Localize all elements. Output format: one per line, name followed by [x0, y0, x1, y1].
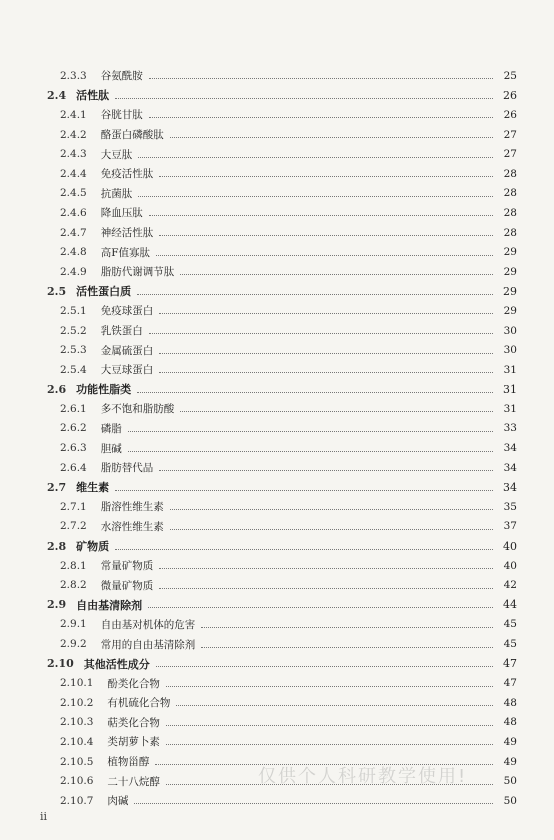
- toc-entry-page: 50: [503, 794, 517, 807]
- toc-entry-number: 2.4.1: [60, 108, 87, 121]
- toc-entry-title: 谷氨酰胺: [100, 70, 143, 83]
- toc-entry[interactable]: [0, 242, 554, 262]
- toc-entry-page: 28: [503, 167, 517, 180]
- toc-entry-page: 48: [503, 716, 517, 729]
- toc-entry-number: 2.10.1: [60, 677, 94, 690]
- dot-leader: [159, 353, 493, 354]
- toc-entry-title: 自由基清除剂: [76, 598, 143, 612]
- toc-entry-title: 类胡萝卜素: [107, 736, 160, 749]
- dot-leader: [137, 294, 493, 295]
- dot-leader: [159, 235, 493, 236]
- dot-leader: [159, 588, 493, 589]
- toc-entry[interactable]: [0, 673, 554, 693]
- toc-entry-number: 2.10.7: [60, 794, 94, 807]
- toc-entry-page: 29: [503, 246, 517, 259]
- toc-entry[interactable]: [0, 713, 554, 733]
- dot-leader: [170, 137, 493, 138]
- toc-entry-page: 29: [503, 284, 517, 298]
- toc-entry-title: 抗菌肽: [100, 187, 133, 200]
- dot-leader: [159, 568, 493, 569]
- dot-leader: [115, 98, 493, 99]
- page-number: ii: [40, 810, 48, 823]
- toc-entry[interactable]: [0, 634, 554, 654]
- toc-entry-number: 2.7.1: [60, 500, 87, 513]
- toc-entry-title: 自由基对机体的危害: [100, 618, 196, 631]
- toc-entry-number: 2.5: [47, 284, 67, 298]
- toc-entry-page: 45: [503, 618, 517, 631]
- toc-entry-page: 49: [503, 735, 517, 748]
- toc-entry-title: 脂肪替代品: [100, 462, 154, 475]
- toc-entry-number: 2.7: [47, 480, 67, 494]
- toc-entry-title: 水溶性维生素: [100, 520, 164, 533]
- toc-entry-title: 多不饱和脂肪酸: [100, 403, 175, 416]
- toc-entry[interactable]: [0, 477, 554, 497]
- toc-entry-number: 2.6.1: [60, 402, 87, 415]
- toc-entry-title: 脂肪代谢调节肽: [100, 266, 175, 279]
- toc-entry-number: 2.8.2: [60, 579, 87, 592]
- toc-entry-title: 植物甾醇: [107, 756, 150, 769]
- dot-leader: [166, 744, 493, 745]
- toc-entry-number: 2.10.6: [60, 775, 94, 788]
- toc-entry-title: 酚类化合物: [107, 677, 160, 690]
- toc-entry-number: 2.4.7: [60, 226, 87, 239]
- toc-entry-title: 大豆肽: [100, 148, 133, 161]
- toc-entry-number: 2.8: [47, 539, 67, 553]
- toc-entry-number: 2.5.2: [60, 324, 87, 337]
- toc-entry-page: 31: [503, 382, 517, 396]
- toc-entry[interactable]: [0, 340, 554, 360]
- toc-entry[interactable]: [0, 262, 554, 282]
- toc-entry-title: 有机硫化合物: [107, 697, 171, 710]
- toc-entry-number: 2.5.4: [60, 363, 87, 376]
- toc-entry[interactable]: [0, 517, 554, 537]
- toc-entry-number: 2.10.2: [60, 696, 94, 709]
- dot-leader: [166, 686, 493, 687]
- dot-leader: [128, 451, 493, 452]
- dot-leader: [166, 725, 493, 726]
- toc-entry-page: 47: [503, 677, 517, 690]
- toc-entry-title: 活性蛋白质: [76, 285, 132, 299]
- toc-entry[interactable]: [0, 458, 554, 478]
- toc-entry-number: 2.5.1: [60, 304, 87, 317]
- toc-entry[interactable]: [0, 791, 554, 811]
- toc-entry-title: 脂溶性维生素: [100, 501, 164, 514]
- toc-entry-title: 其他活性成分: [83, 657, 150, 671]
- table-of-contents: [0, 66, 554, 811]
- dot-leader: [180, 274, 493, 275]
- toc-entry[interactable]: [0, 203, 554, 223]
- toc-entry-number: 2.4: [47, 88, 67, 102]
- toc-entry-page: 28: [503, 206, 517, 219]
- toc-entry-page: 28: [503, 187, 517, 200]
- toc-entry-title: 维生素: [76, 481, 110, 495]
- dot-leader: [128, 431, 493, 432]
- toc-entry-title: 免疫活性肽: [100, 168, 154, 181]
- toc-entry-number: 2.10.3: [60, 716, 94, 729]
- toc-entry-page: 35: [503, 500, 517, 513]
- toc-entry-title: 功能性脂类: [76, 383, 132, 397]
- toc-entry[interactable]: [0, 360, 554, 380]
- dot-leader: [159, 176, 493, 177]
- dot-leader: [148, 607, 493, 608]
- dot-leader: [149, 78, 493, 79]
- toc-entry-number: 2.10.5: [60, 755, 94, 768]
- toc-entry[interactable]: [0, 184, 554, 204]
- toc-entry-title: 萜类化合物: [107, 716, 160, 729]
- toc-entry[interactable]: [0, 380, 554, 400]
- dot-leader: [149, 215, 493, 216]
- toc-entry-title: 活性肽: [76, 89, 110, 103]
- toc-entry-page: 30: [503, 344, 517, 357]
- dot-leader: [115, 490, 493, 491]
- toc-entry-page: 50: [503, 775, 517, 788]
- toc-entry-page: 47: [503, 657, 517, 671]
- toc-entry-number: 2.9.2: [60, 638, 87, 651]
- toc-entry-title: 乳铁蛋白: [100, 325, 143, 338]
- toc-entry[interactable]: [0, 301, 554, 321]
- dot-leader: [137, 392, 493, 393]
- toc-entry[interactable]: [0, 654, 554, 674]
- toc-entry-title: 常量矿物质: [100, 560, 154, 573]
- toc-entry[interactable]: [0, 321, 554, 341]
- toc-entry[interactable]: [0, 556, 554, 576]
- toc-entry-page: 45: [503, 638, 517, 651]
- dot-leader: [159, 372, 493, 373]
- toc-entry-page: 48: [503, 696, 517, 709]
- toc-entry-title: 肉碱: [107, 795, 129, 808]
- toc-entry[interactable]: [0, 536, 554, 556]
- toc-entry-page: 40: [503, 539, 517, 553]
- toc-entry-page: 34: [503, 480, 517, 494]
- toc-entry[interactable]: [0, 144, 554, 164]
- toc-entry[interactable]: [0, 164, 554, 184]
- toc-entry-title: 酪蛋白磷酸肽: [100, 129, 164, 142]
- toc-entry[interactable]: [0, 125, 554, 145]
- toc-entry-number: 2.7.2: [60, 520, 87, 533]
- toc-entry[interactable]: [0, 732, 554, 752]
- toc-entry-title: 谷胱甘肽: [100, 109, 143, 122]
- toc-entry[interactable]: [0, 497, 554, 517]
- toc-entry-page: 31: [503, 363, 517, 376]
- watermark: 仅供个人科研教学使用!: [258, 766, 468, 787]
- toc-entry-number: 2.4.8: [60, 246, 87, 259]
- toc-entry-page: 40: [503, 559, 517, 572]
- toc-entry[interactable]: [0, 693, 554, 713]
- toc-entry[interactable]: [0, 66, 554, 86]
- dot-leader: [180, 411, 493, 412]
- toc-entry-page: 25: [503, 69, 517, 82]
- dot-leader: [149, 333, 493, 334]
- toc-entry-number: 2.8.1: [60, 559, 87, 572]
- toc-entry-number: 2.9: [47, 598, 67, 612]
- dot-leader: [170, 529, 493, 530]
- toc-entry-title: 磷脂: [100, 422, 122, 435]
- toc-entry-number: 2.6.2: [60, 422, 87, 435]
- toc-entry-page: 34: [503, 461, 517, 474]
- dot-leader: [156, 666, 493, 667]
- toc-entry-number: 2.4.6: [60, 206, 87, 219]
- toc-entry-number: 2.10.4: [60, 735, 94, 748]
- dot-leader: [115, 549, 493, 550]
- toc-entry-number: 2.4.2: [60, 128, 87, 141]
- toc-entry-number: 2.3.3: [60, 69, 87, 82]
- toc-entry-number: 2.9.1: [60, 618, 87, 631]
- toc-entry[interactable]: [0, 438, 554, 458]
- toc-entry[interactable]: [0, 399, 554, 419]
- dot-leader: [201, 647, 493, 648]
- toc-entry-title: 降血压肽: [100, 207, 143, 220]
- dot-leader: [176, 705, 493, 706]
- toc-entry-title: 胆碱: [100, 442, 122, 455]
- dot-leader: [159, 470, 493, 471]
- toc-entry[interactable]: [0, 615, 554, 635]
- toc-entry-page: 26: [503, 88, 517, 102]
- toc-entry[interactable]: [0, 105, 554, 125]
- toc-entry-title: 微量矿物质: [100, 579, 154, 592]
- toc-entry-page: 27: [503, 128, 517, 141]
- dot-leader: [138, 196, 493, 197]
- toc-entry-title: 免疫球蛋白: [100, 305, 154, 318]
- toc-entry[interactable]: [0, 282, 554, 302]
- toc-entry-page: 37: [503, 520, 517, 533]
- toc-entry-title: 金属硫蛋白: [100, 344, 154, 357]
- toc-entry-page: 31: [503, 402, 517, 415]
- toc-entry-page: 27: [503, 148, 517, 161]
- dot-leader: [156, 255, 493, 256]
- toc-entry-title: 神经活性肽: [100, 227, 154, 240]
- toc-entry-page: 49: [503, 755, 517, 768]
- toc-entry-page: 44: [503, 598, 517, 612]
- toc-entry-page: 42: [503, 579, 517, 592]
- toc-entry-title: 大豆球蛋白: [100, 364, 154, 377]
- toc-entry-page: 29: [503, 304, 517, 317]
- toc-entry-page: 33: [503, 422, 517, 435]
- dot-leader: [201, 627, 493, 628]
- dot-leader: [170, 509, 493, 510]
- dot-leader: [149, 117, 493, 118]
- toc-entry-number: 2.5.3: [60, 344, 87, 357]
- toc-entry[interactable]: [0, 223, 554, 243]
- toc-entry-title: 二十八烷醇: [107, 775, 160, 788]
- toc-entry-number: 2.6.3: [60, 442, 87, 455]
- toc-entry-number: 2.4.3: [60, 148, 87, 161]
- toc-entry-number: 2.6.4: [60, 461, 87, 474]
- toc-entry[interactable]: [0, 86, 554, 106]
- toc-entry[interactable]: [0, 419, 554, 439]
- toc-entry-number: 2.6: [47, 382, 67, 396]
- toc-entry-number: 2.4.4: [60, 167, 87, 180]
- toc-entry[interactable]: [0, 575, 554, 595]
- toc-entry-number: 2.4.9: [60, 265, 87, 278]
- toc-entry-page: 30: [503, 324, 517, 337]
- dot-leader: [134, 803, 493, 804]
- dot-leader: [138, 157, 493, 158]
- toc-entry-title: 矿物质: [76, 540, 110, 554]
- toc-entry-number: 2.4.5: [60, 187, 87, 200]
- toc-entry-page: 26: [503, 108, 517, 121]
- toc-entry-title: 高F值寡肽: [100, 246, 151, 259]
- toc-entry-page: 34: [503, 442, 517, 455]
- dot-leader: [159, 313, 493, 314]
- toc-entry-page: 28: [503, 226, 517, 239]
- toc-entry[interactable]: [0, 595, 554, 615]
- toc-entry-title: 常用的自由基清除剂: [100, 638, 196, 651]
- toc-entry-page: 29: [503, 265, 517, 278]
- toc-entry-number: 2.10: [47, 657, 74, 671]
